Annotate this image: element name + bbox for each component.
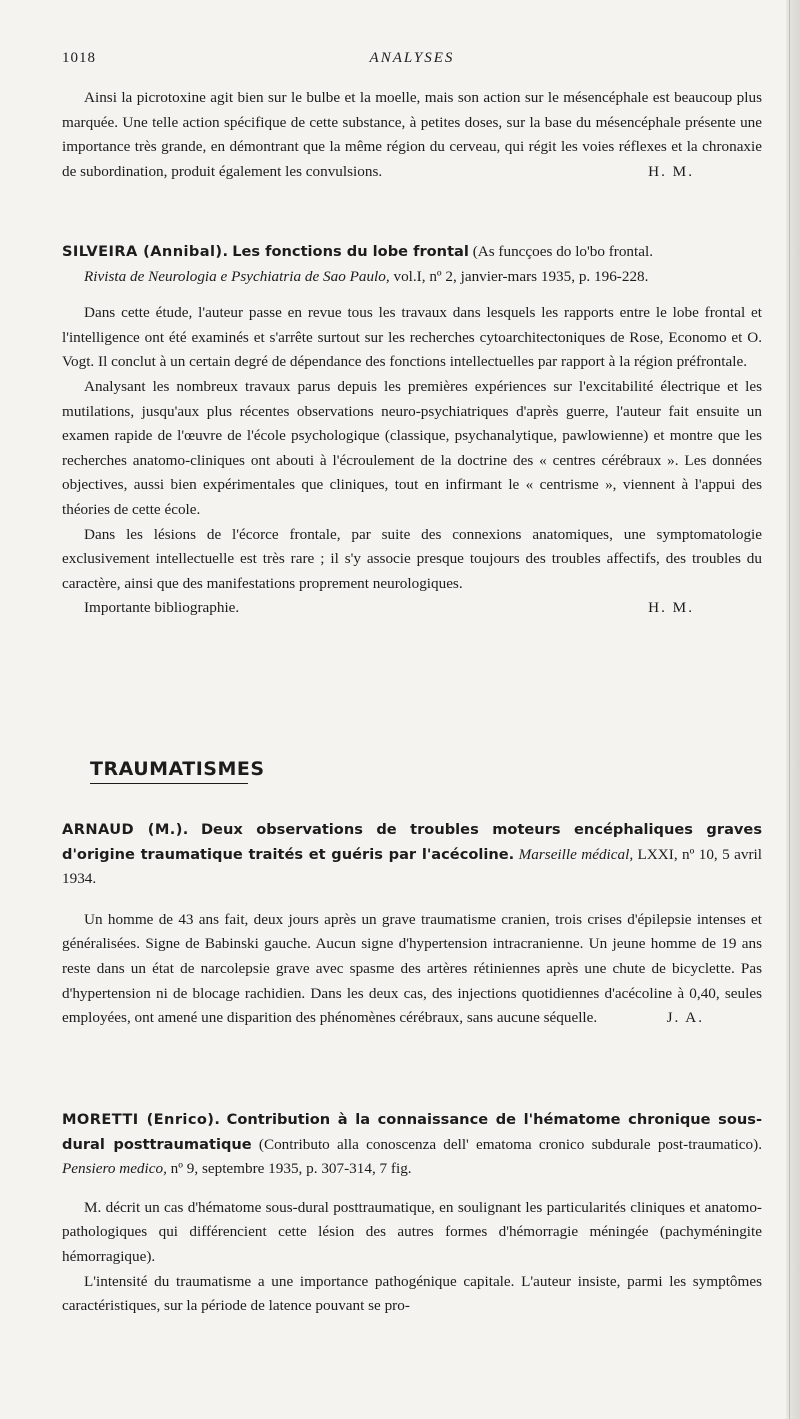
intro-paragraph: Ainsi la picrotoxine agit bien sur le bulbe et la moelle, mais son action sur le mésencéphale est beaucoup plus marquée. Une telle action spécifique de cette substance, à petites doses, sur la base du mésencéphale présente une importance très grande, en démontrant que la même région du cerveau, qui régit les voies réflexes et la chronaxie de subordination, produit également les convulsions. H. M.	[62, 86, 762, 184]
entry-paragraph: Dans les lésions de l'écorce frontale, par suite des connexions anatomiques, une symptomatologie exclusivement intellectuelle est très rare ; il s'y associe presque toujours des troubles affectifs, des troubles du caractère, ainsi que des manifestations proprement neurologiques.	[62, 525, 762, 592]
entry-paragraph: Analysant les nombreux travaux parus depuis les premières expériences sur l'excitabilité électrique et les mutilations, jusqu'aux plus récentes observations neuro-psychiatriques d'après guerre, l'auteur fait ensuite un examen rapide de l'œuvre de l'école psychologique (classique, psychanalytique, pawlowienne) et montre que les recherches anatomo-cliniques ont abouti à l'écroulement de la doctrine des « centres cérébraux ». Les données objectives, aussi bien expérimentales que cliniques, tout en infirmant le « centrisme », viennent à l'appui des théories de cette école.	[62, 377, 762, 518]
entry-heading	[62, 240, 762, 289]
entry-journal: Marseille médical,	[518, 845, 634, 863]
entry-paragraph: M. décrit un cas d'hématome sous-dural posttraumatique, en soulignant les particularités cliniques et anatomo-pathologiques qui différencient cette lésion des autres formes d'hémorragie méningée (pachyméningite hémorragique).	[62, 1198, 762, 1265]
entry-citation: nº 9, septembre 1935, p. 307-314, 7 fig.	[170, 1160, 412, 1178]
entry-original-title: (As funcçoes do lo'bo frontal.	[472, 243, 654, 260]
entry-paragraph: Dans cette étude, l'auteur passe en revue tous les travaux dans lesquels les rapports entre le lobe frontal et l'intelligence ont été examinés et s'arrête surtout sur les recherches cytoarchitectoniques de Rose, Economo et O. Vogt. Il conclut à un certain degré de dépendance des fonctions intellectuelles par rapport à la région préfrontale.	[62, 304, 762, 371]
entry-original-title: (Contributo alla conoscenza dell' ematoma cronico subdurale post-traumatico).	[258, 1135, 762, 1153]
entry-citation: LXXI, nº 10, 5 avril 1934.	[62, 845, 762, 888]
entry-paragraph: Un homme de 43 ans fait, deux jours après un grave traumatisme cranien, trois crises d'épilepsie intenses et généralisées. Signe de Babinski gauche. Aucun signe d'hypertension intracranienne. Un jeune homme de 19 ans reste dans un état de narcolepsie grave avec spasme des artères rétiniennes après une chute de bicyclette. Pas d'hypertension ni de blocage rachidien. Dans les deux cas, des injections quotidiennes d'acécoline à 0,40, seules employées, ont amené une disparition des phénomènes cérébraux, sans aucune séquelle. J. A.	[62, 908, 762, 1031]
entry-heading	[62, 818, 762, 892]
intro-signature: H. M.	[648, 162, 694, 180]
entry-signature: J. A.	[666, 1009, 704, 1027]
entry-arnaud	[62, 818, 762, 1031]
entry-author: SILVEIRA (Annibal).	[62, 243, 229, 260]
page-number: 1018	[62, 50, 96, 66]
entry-journal: Rivista de Neurologia e Psychiatria de Sao Paulo,	[84, 267, 390, 285]
running-header	[62, 50, 762, 72]
running-title: ANALYSES	[369, 50, 455, 66]
section-underline	[90, 783, 248, 784]
entry-title: Deux observations de troubles moteurs encéphaliques graves d'origine traumatique traités et guéris par l'acécoline.	[62, 821, 763, 863]
entry-signature: H. M.	[648, 599, 694, 617]
intro-block	[62, 86, 762, 184]
entry-heading	[62, 1108, 762, 1182]
entry-silveira	[62, 240, 762, 621]
entry-title: Les fonctions du lobe frontal	[232, 243, 469, 260]
entry-closing: Importante bibliographie. H. M.	[62, 596, 762, 621]
entry-citation: vol.I, nº 2, janvier-mars 1935, p. 196-228.	[393, 267, 649, 285]
page-edge-line	[789, 0, 790, 1419]
section-title: TRAUMATISMES	[90, 758, 265, 780]
entry-author: MORETTI (Enrico).	[62, 1111, 221, 1128]
entry-paragraph: L'intensité du traumatisme a une importance pathogénique capitale. L'auteur insiste, parmi les symptômes caractéristiques, sur la période de latence pouvant se pro-	[62, 1272, 762, 1315]
entry-moretti	[62, 1108, 762, 1319]
entry-title: Contribution à la connaissance de l'hématome chronique sous-dural posttraumatique	[62, 1111, 762, 1153]
entry-journal: Pensiero medico,	[62, 1160, 167, 1178]
entry-author: ARNAUD (M.).	[62, 821, 189, 838]
